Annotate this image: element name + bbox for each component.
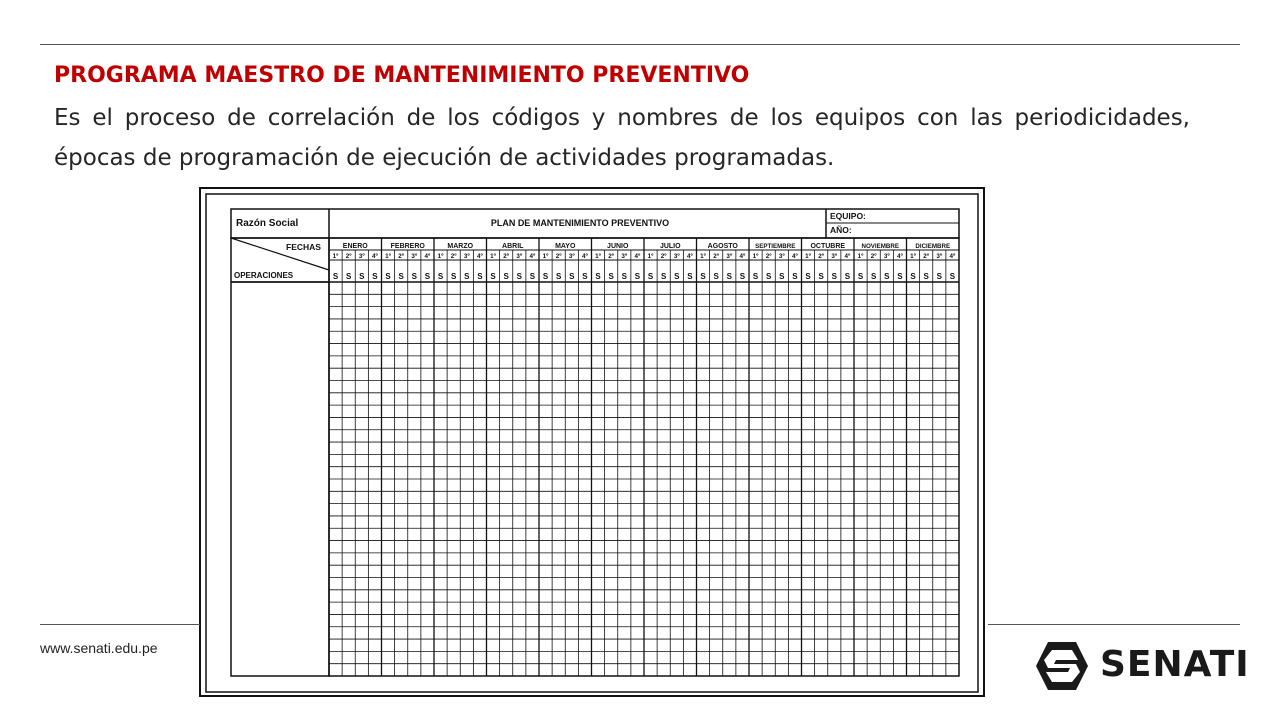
week-label: 2º — [555, 253, 562, 260]
week-letter: S — [779, 272, 785, 281]
week-label: 3º — [568, 253, 575, 260]
week-label: 4º — [372, 253, 378, 260]
maintenance-plan-form — [198, 186, 988, 700]
week-label: 2º — [450, 253, 457, 260]
week-letter: S — [831, 272, 837, 281]
week-letter: S — [844, 272, 851, 281]
week-letter: S — [582, 272, 588, 281]
week-label: 4º — [739, 253, 746, 260]
week-label: 2º — [765, 253, 772, 260]
week-label: 4º — [792, 253, 798, 260]
week-label: 1º — [490, 253, 496, 260]
week-label: 1º — [385, 253, 391, 260]
week-letter: S — [595, 272, 601, 281]
week-letter: S — [464, 272, 470, 281]
week-label: 4º — [477, 253, 483, 260]
slide-title: PROGRAMA MAESTRO DE MANTENIMIENTO PREVENTIVO — [54, 63, 750, 88]
week-letter: S — [516, 272, 522, 281]
week-label: 3º — [778, 253, 785, 260]
week-letter: S — [661, 272, 667, 281]
week-label: 4º — [949, 253, 956, 260]
operations-label: OPERACIONES — [234, 271, 294, 280]
week-letter: S — [726, 272, 732, 281]
month-label: JUNIO — [607, 243, 629, 250]
bottom-divider-right — [988, 624, 1240, 625]
week-letter: S — [792, 272, 798, 281]
week-letter: S — [372, 272, 378, 281]
week-letter: S — [713, 272, 719, 281]
week-label: 4º — [634, 253, 641, 260]
maintenance-plan-form-svg — [198, 186, 988, 700]
bottom-divider-left — [40, 624, 200, 625]
month-label: MAYO — [555, 243, 576, 250]
week-label: 2º — [345, 253, 352, 260]
week-letter: S — [621, 272, 627, 281]
footer-url[interactable]: www.senati.edu.pe — [40, 640, 158, 656]
week-label: 4º — [424, 253, 431, 260]
week-letter: S — [700, 272, 706, 281]
week-letter: S — [805, 272, 811, 281]
week-label: 2º — [398, 253, 405, 260]
week-label: 3º — [621, 253, 628, 260]
week-label: 2º — [818, 253, 825, 260]
month-label: NOVIEMBRE — [861, 243, 899, 250]
week-letter: S — [818, 272, 824, 281]
month-label: AGOSTO — [707, 243, 738, 250]
week-letter: S — [634, 272, 641, 281]
week-letter: S — [923, 272, 929, 281]
top-divider — [40, 44, 1240, 45]
week-letter: S — [569, 272, 575, 281]
week-letter: S — [871, 272, 877, 281]
week-label: 3º — [673, 253, 680, 260]
week-letter: S — [346, 272, 352, 281]
week-label: 4º — [844, 253, 851, 260]
week-label: 1º — [595, 253, 601, 260]
week-label: 4º — [529, 253, 536, 260]
week-label: 3º — [411, 253, 418, 260]
week-label: 4º — [582, 253, 588, 260]
week-label: 1º — [332, 253, 339, 260]
week-label: 3º — [936, 253, 943, 260]
month-label: MARZO — [447, 243, 474, 250]
week-letter: S — [332, 272, 339, 281]
week-label: 3º — [516, 253, 523, 260]
week-label: 3º — [831, 253, 838, 260]
week-letter: S — [857, 272, 864, 281]
week-letter: S — [766, 272, 772, 281]
week-letter: S — [424, 272, 431, 281]
week-letter: S — [451, 272, 457, 281]
month-label: DICIEMBRE — [915, 243, 951, 250]
week-letter: S — [752, 272, 759, 281]
week-label: 2º — [660, 253, 667, 260]
week-label: 2º — [870, 253, 877, 260]
dates-label: FECHAS — [286, 242, 321, 252]
week-letter: S — [556, 272, 562, 281]
week-label: 3º — [883, 253, 890, 260]
month-label: OCTUBRE — [810, 243, 846, 250]
week-label: 2º — [713, 253, 720, 260]
year-label: AÑO: — [830, 225, 852, 235]
month-label: ABRIL — [502, 243, 524, 250]
week-label: 4º — [687, 253, 693, 260]
week-label: 3º — [726, 253, 733, 260]
slide-paragraph: Es el proceso de correlación de los códigos y nombres de los equipos con las periodicidades, épocas de programación de ejecución de actividades programadas. — [54, 105, 1190, 171]
week-letter: S — [608, 272, 614, 281]
month-label: SEPTIEMBRE — [755, 243, 796, 250]
week-letter: S — [949, 272, 956, 281]
week-letter: S — [542, 272, 549, 281]
week-label: 1º — [752, 253, 759, 260]
month-label: FEBRERO — [390, 243, 425, 250]
week-letter: S — [385, 272, 391, 281]
week-letter: S — [437, 272, 444, 281]
senati-logo-icon — [1034, 640, 1090, 692]
week-label: 1º — [857, 253, 864, 260]
week-label: 1º — [437, 253, 444, 260]
week-label: 1º — [910, 253, 916, 260]
week-letter: S — [897, 272, 903, 281]
week-label: 1º — [700, 253, 706, 260]
week-letter: S — [910, 272, 916, 281]
month-label: ENERO — [342, 243, 368, 250]
week-letter: S — [647, 272, 654, 281]
week-letter: S — [359, 272, 365, 281]
week-label: 2º — [503, 253, 510, 260]
week-label: 3º — [463, 253, 470, 260]
week-letter: S — [503, 272, 509, 281]
company-label: Razón Social — [236, 218, 299, 229]
week-letter: S — [477, 272, 483, 281]
month-label: JULIO — [659, 243, 681, 250]
week-letter: S — [398, 272, 404, 281]
brand-name: SENATI — [1100, 644, 1250, 685]
week-letter: S — [490, 272, 496, 281]
week-label: 1º — [647, 253, 654, 260]
week-letter: S — [936, 272, 942, 281]
week-label: 1º — [542, 253, 549, 260]
week-label: 4º — [897, 253, 903, 260]
week-letter: S — [529, 272, 536, 281]
week-label: 2º — [608, 253, 615, 260]
week-label: 2º — [923, 253, 930, 260]
week-letter: S — [739, 272, 746, 281]
week-letter: S — [884, 272, 890, 281]
plan-title: PLAN DE MANTENIMIENTO PREVENTIVO — [490, 218, 670, 228]
week-label: 3º — [358, 253, 365, 260]
week-label: 1º — [805, 253, 811, 260]
equipment-label: EQUIPO: — [830, 211, 866, 221]
week-letter: S — [411, 272, 417, 281]
week-letter: S — [674, 272, 680, 281]
week-letter: S — [687, 272, 693, 281]
